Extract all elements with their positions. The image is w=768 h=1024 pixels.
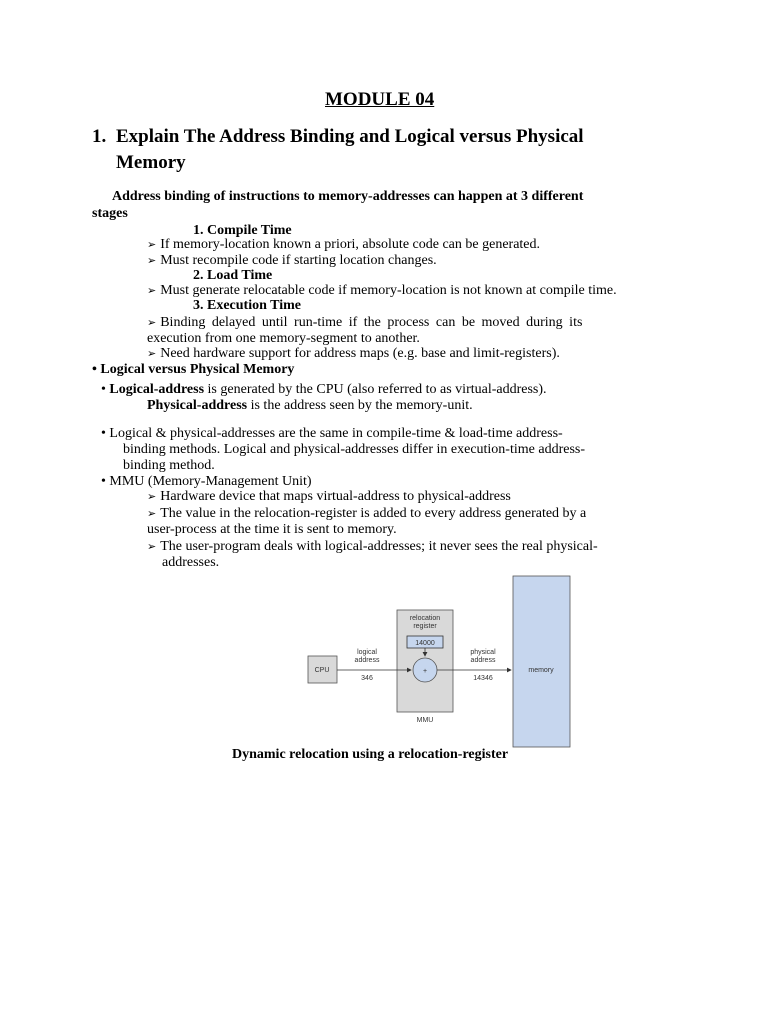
logical-address-label-l2: address: [354, 657, 380, 664]
diagram-caption: Dynamic relocation using a relocation-register: [232, 747, 509, 762]
same-diff-line3: binding method.: [123, 458, 215, 473]
module-title: MODULE 04: [325, 89, 435, 110]
stage-2-title: 2. Load Time: [193, 268, 273, 283]
arrow-bullet-icon: ➢: [147, 508, 157, 520]
logical-address-line: • Logical-address is generated by the CPU (also referred to as virtual-address).: [101, 382, 547, 397]
mmu-point-3-cont: addresses.: [162, 555, 220, 570]
register-label-l1: relocation: [409, 615, 441, 622]
cpu-label: CPU: [314, 667, 330, 674]
same-diff-line1: • Logical & physical-addresses are the same in compile-time & load-time address-: [101, 426, 563, 441]
physical-address-value: 14346: [473, 675, 493, 682]
register-value: 14000: [415, 640, 435, 647]
mmu-heading: • MMU (Memory-Management Unit): [101, 474, 312, 489]
mmu-point-2: ➢ The value in the relocation-register is added to every address generated by a: [147, 506, 587, 521]
intro-line2: stages: [92, 206, 128, 221]
bullet-icon: •: [92, 362, 97, 377]
relocation-diagram: [305, 575, 575, 750]
stage-2-point-1: ➢ Must generate relocatable code if memory-location is not known at compile time.: [147, 283, 617, 298]
stage-3-point-1-cont: execution from one memory-segment to another.: [147, 331, 420, 346]
arrow-bullet-icon: ➢: [147, 239, 157, 251]
physical-address-label-l1: physical: [470, 649, 496, 656]
question-title-line2: Memory: [116, 152, 186, 173]
mmu-label: MMU: [416, 717, 434, 724]
memory-block: [513, 576, 570, 747]
arrow-bullet-icon: ➢: [147, 285, 157, 297]
intro-line1: Address binding of instructions to memory-addresses can happen at 3 different: [112, 189, 584, 204]
stage-3-title: 3. Execution Time: [193, 298, 301, 313]
stage-3-point-1: ➢ Binding delayed until run-time if the process can be moved during its: [147, 315, 583, 330]
memory-label: memory: [528, 667, 554, 674]
register-label-l2: register: [413, 623, 437, 630]
stage-1-point-1: ➢ If memory-location known a priori, absolute code can be generated.: [147, 237, 541, 252]
physical-address-label-l2: address: [470, 657, 496, 664]
logical-address-value: 346: [361, 675, 373, 682]
question-number: 1.: [92, 126, 107, 147]
bullet-icon: •: [101, 474, 106, 489]
physical-address-line: Physical-address is the address seen by the memory-unit.: [147, 398, 473, 413]
question-title-line1: Explain The Address Binding and Logical versus Physical: [116, 126, 584, 147]
arrow-bullet-icon: ➢: [147, 541, 157, 553]
arrow-bullet-icon: ➢: [147, 348, 157, 360]
mmu-point-1: ➢ Hardware device that maps virtual-address to physical-address: [147, 489, 511, 504]
stage-1-title: 1. Compile Time: [193, 223, 292, 238]
mmu-point-2-cont: user-process at the time it is sent to memory.: [147, 522, 397, 537]
same-diff-line2: binding methods. Logical and physical-addresses differ in execution-time address-: [123, 442, 585, 457]
bullet-icon: •: [101, 382, 106, 397]
question-heading: [92, 126, 106, 148]
arrow-bullet-icon: ➢: [147, 255, 157, 267]
arrow-bullet-icon: ➢: [147, 491, 157, 503]
section-heading: • Logical versus Physical Memory: [92, 362, 295, 377]
bullet-icon: •: [101, 426, 106, 441]
arrow-bullet-icon: ➢: [147, 317, 157, 329]
stage-1-point-2: ➢ Must recompile code if starting location changes.: [147, 253, 437, 268]
logical-address-label-l1: logical: [357, 649, 377, 656]
stage-3-point-2: ➢ Need hardware support for address maps (e.g. base and limit-registers).: [147, 346, 560, 361]
adder-symbol: +: [422, 668, 428, 675]
mmu-point-3: ➢ The user-program deals with logical-addresses; it never sees the real physical-: [147, 539, 598, 554]
